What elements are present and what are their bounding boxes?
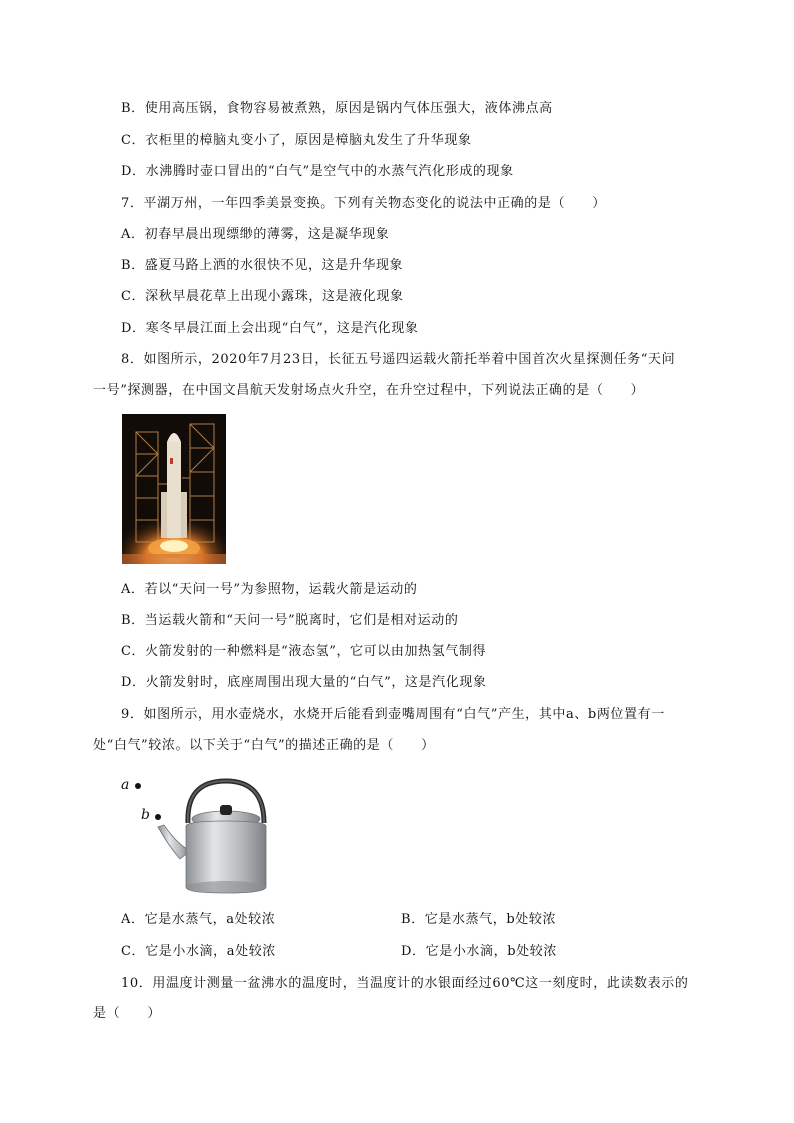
q9-option-a: A．它是水蒸气，a处较浓 (121, 912, 276, 927)
q7-option-b: B．盛夏马路上洒的水很快不见，这是升华现象 (121, 258, 404, 273)
q9-option-c: C．它是小水滴，a处较浓 (121, 944, 276, 959)
q6-option-b: B．使用高压锅，食物容易被煮熟，原因是锅内气体压强大，液体沸点高 (121, 101, 553, 116)
label-b: b (141, 807, 150, 823)
q8-option-a: A．若以“天问一号”为参照物，运载火箭是运动的 (121, 582, 418, 597)
q6-option-d: D．水沸腾时壶口冒出的“白气”是空气中的水蒸气汽化形成的现象 (121, 164, 514, 179)
q8-option-b: B．当运载火箭和“天问一号”脱离时，它们是相对运动的 (121, 613, 459, 628)
q7-option-a: A．初春早晨出现缥缈的薄雾，这是凝华现象 (121, 227, 390, 242)
kettle-illustration (118, 775, 278, 897)
label-a: a (121, 777, 130, 793)
q9-option-d: D．它是小水滴，b处较浓 (401, 944, 557, 959)
q8-option-c: C．火箭发射的一种燃料是“液态氢”，它可以由加热氢气制得 (121, 644, 487, 659)
q9-stem-line2: 处“白气”较浓。以下关于“白气”的描述正确的是（ ） (93, 738, 435, 753)
q6-option-c: C．衣柜里的樟脑丸变小了，原因是樟脑丸发生了升华现象 (121, 133, 472, 148)
q7-option-c: C．深秋早晨花草上出现小露珠，这是液化现象 (121, 289, 404, 304)
q8-option-d: D．火箭发射时，底座周围出现大量的“白气”，这是汽化现象 (121, 675, 487, 690)
q10-stem-line2: 是（ ） (93, 1006, 162, 1021)
rocket-launch-image (122, 414, 226, 564)
q8-stem-line1: 8．如图所示，2020年7月23日，长征五号遥四运载火箭托举着中国首次火星探测任务“天问 (121, 352, 676, 367)
q10-stem-line1: 10．用温度计测量一盆沸水的温度时，当温度计的水银面经过60℃这一刻度时，此读数表示的 (121, 976, 689, 991)
q9-option-b: B．它是水蒸气，b处较浓 (401, 912, 557, 927)
rocket-launch-illustration (122, 414, 226, 564)
q8-stem-line2: 一号”探测器，在中国文昌航天发射场点火升空，在升空过程中，下列说法正确的是（ ） (93, 383, 645, 398)
point-b-dot (155, 814, 161, 820)
kettle-figure (118, 775, 278, 897)
point-a-dot (135, 783, 141, 789)
q7-option-d: D．寒冬早晨江面上会出现“白气”，这是汽化现象 (121, 321, 419, 336)
q7-stem: 7．平湖万州，一年四季美景变换。下列有关物态变化的说法中正确的是（ ） (121, 196, 606, 211)
q9-stem-line1: 9．如图所示，用水壶烧水，水烧开后能看到壶嘴周围有“白气”产生，其中a、b两位置有一 (121, 707, 665, 722)
